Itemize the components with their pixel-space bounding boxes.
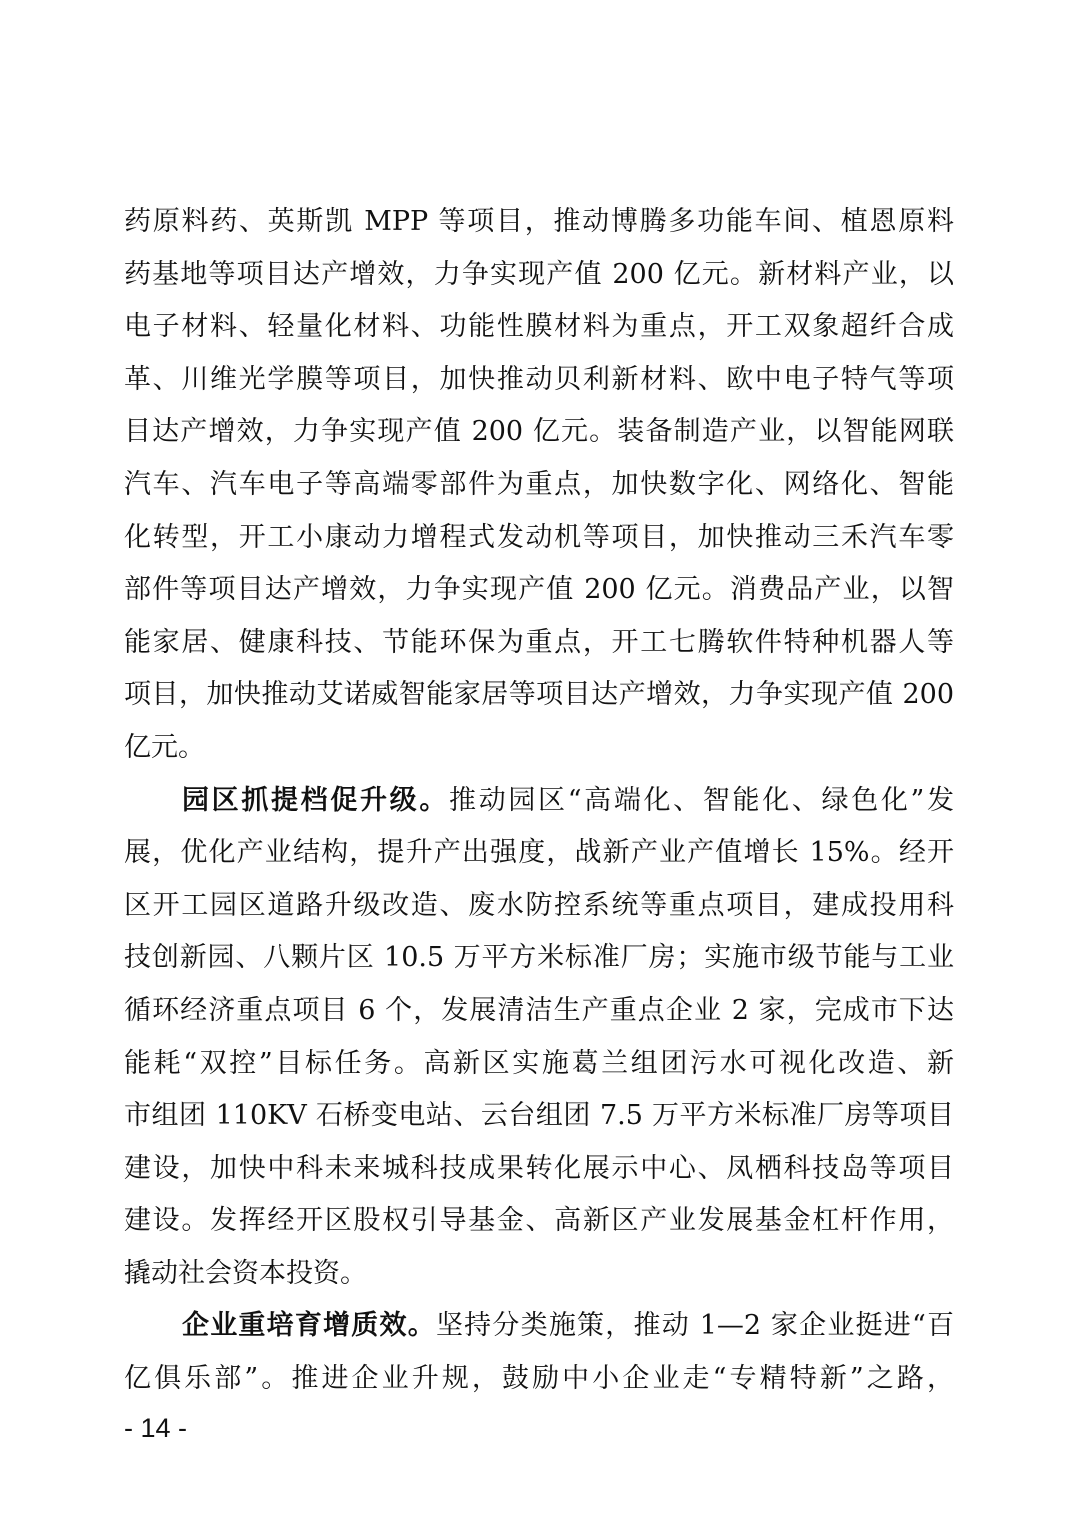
text-line: 技创新园、八颗片区 10.5 万平方米标准厂房；实施市级节能与工业: [124, 942, 954, 974]
paragraph-heading: 园区抓提档促升级。: [182, 784, 450, 816]
text-line: [124, 1300, 954, 1353]
paragraph-3: [124, 1300, 954, 1405]
text-line: 建设，加快中科未来城科技成果转化展示中心、凤栖科技岛等项目: [124, 1152, 954, 1184]
paragraph-1: [124, 196, 954, 775]
page-number: - 14 -: [124, 1413, 188, 1443]
text-line: 药原料药、英斯凯 MPP 等项目，推动博腾多功能车间、植恩原料: [124, 206, 954, 237]
text-line: [124, 775, 954, 828]
text-line: 展，优化产业结构，提升产出强度，战新产业产值增长 15%。经开: [124, 837, 954, 869]
text-line: 革、川维光学膜等项目，加快推动贝利新材料、欧中电子特气等项: [124, 363, 954, 395]
paragraph-2: [124, 775, 954, 1301]
text-line: 能耗“双控”目标任务。高新区实施葛兰组团污水可视化改造、新: [124, 1047, 954, 1079]
body-text: [124, 196, 954, 1406]
text-line: 亿元。: [124, 731, 205, 763]
text-line: 建设。发挥经开区股权引导基金、高新区产业发展基金杠杆作用，: [124, 1205, 954, 1237]
text-line: 撬动社会资本投资。: [124, 1257, 367, 1289]
text-line: 亿俱乐部”。推进企业升规，鼓励中小企业走“专精特新”之路，: [124, 1363, 954, 1395]
text-line: 目达产增效，力争实现产值 200 亿元。装备制造产业，以智能网联: [124, 416, 954, 448]
paragraph-heading: 企业重培育增质效。: [182, 1310, 436, 1342]
text-line: 项目，加快推动艾诺威智能家居等项目达产增效，力争实现产值 200: [124, 679, 954, 711]
text-line: 药基地等项目达产增效，力争实现产值 200 亿元。新材料产业，以: [124, 258, 954, 290]
text-line: 化转型，开工小康动力增程式发动机等项目，加快推动三禾汽车零: [124, 521, 954, 553]
text-line: 循环经济重点项目 6 个，发展清洁生产重点企业 2 家，完成市下达: [124, 994, 954, 1026]
text-line: 能家居、健康科技、节能环保为重点，开工七腾软件特种机器人等: [124, 626, 954, 658]
text-line: 部件等项目达产增效，力争实现产值 200 亿元。消费品产业，以智: [124, 574, 954, 606]
text-run: 坚持分类施策，推动 1—2 家企业挺进“百: [435, 1310, 954, 1342]
text-line: 市组团 110KV 石桥变电站、云台组团 7.5 万平方米标准厂房等项目: [124, 1100, 954, 1132]
text-line: 汽车、汽车电子等高端零部件为重点，加快数字化、网络化、智能: [124, 468, 954, 500]
text-line: 区开工园区道路升级改造、废水防控系统等重点项目，建成投用科: [124, 889, 954, 921]
text-run: 推动园区“高端化、智能化、绿色化”发: [449, 784, 954, 816]
text-line: 电子材料、轻量化材料、功能性膜材料为重点，开工双象超纤合成: [124, 311, 954, 343]
